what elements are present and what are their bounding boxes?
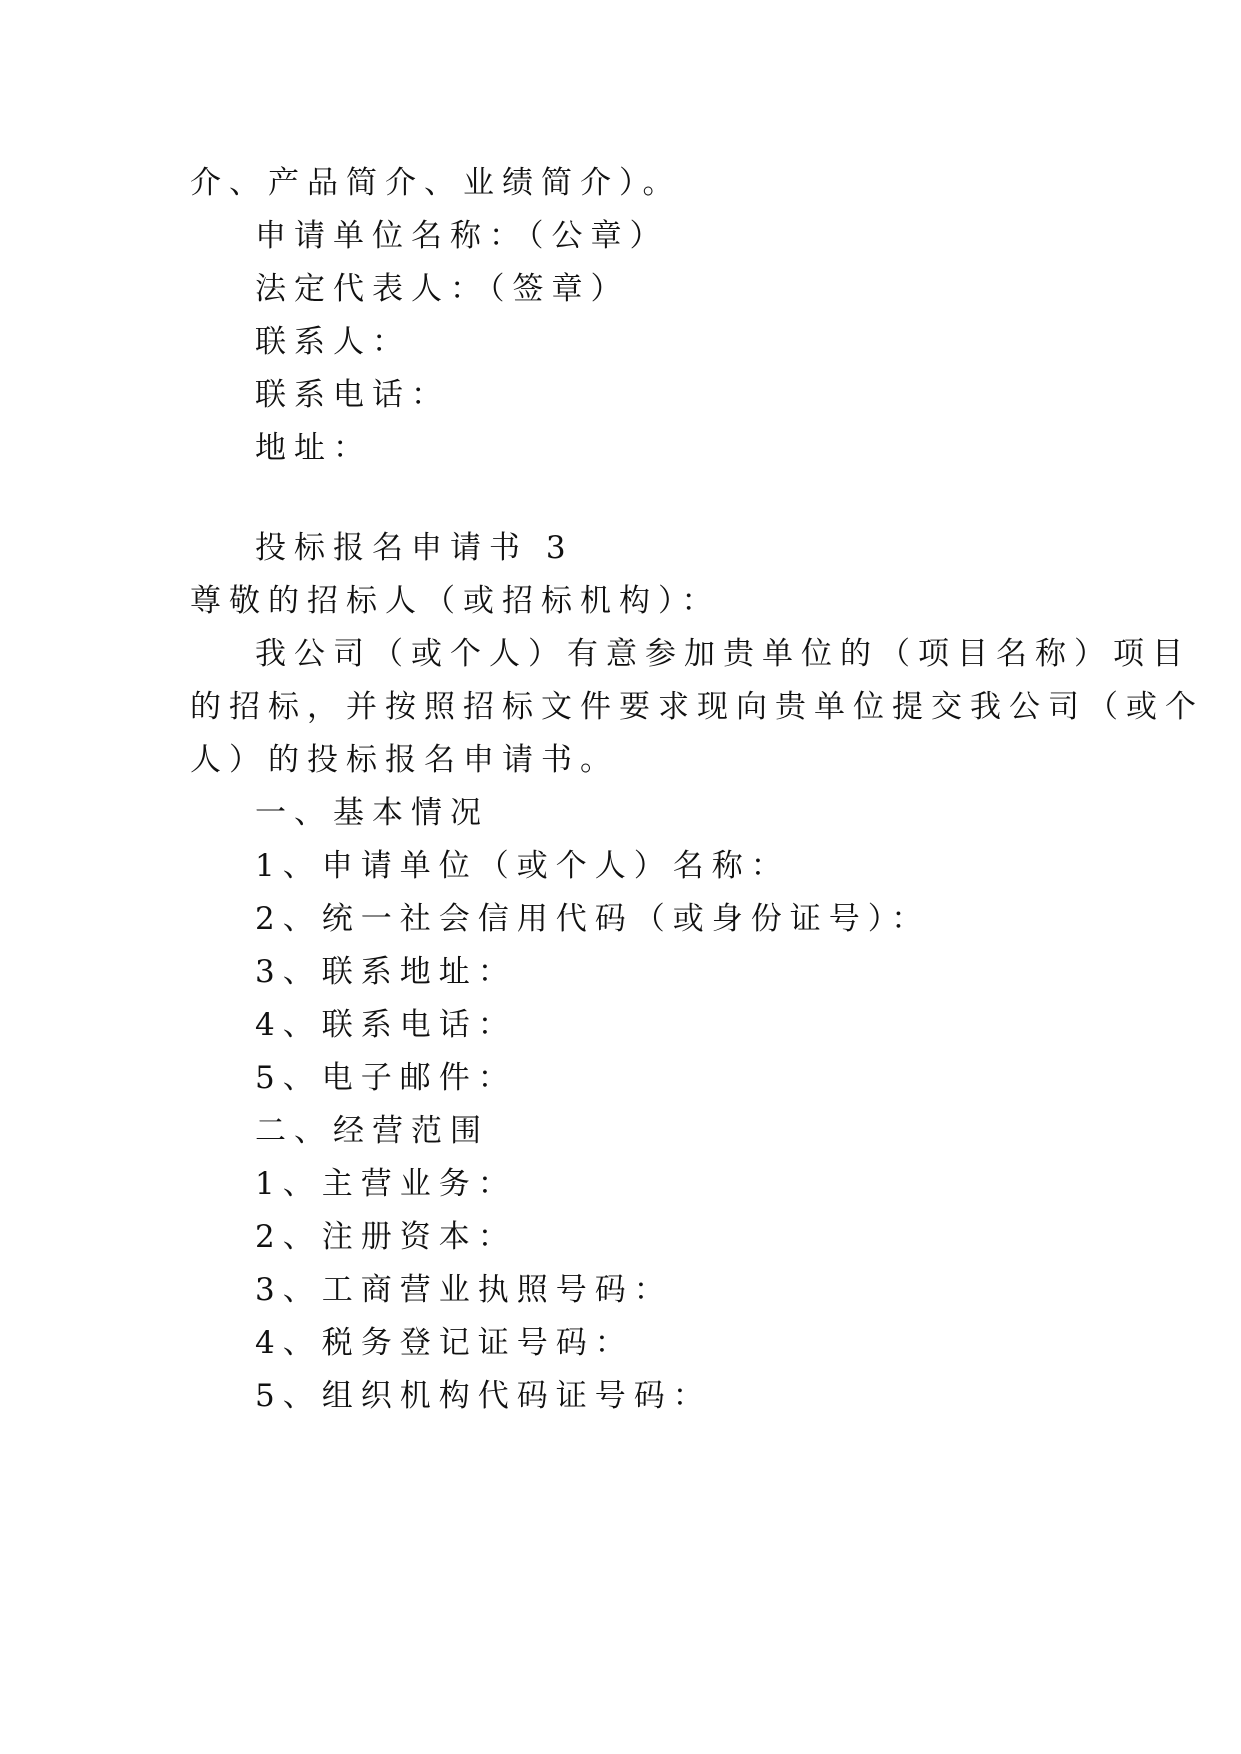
basic-info-item-1: 1、申请单位（或个人）名称： — [255, 848, 790, 884]
legal-rep-line: 法定代表人：（签章） — [255, 271, 630, 307]
basic-info-item-5: 5、电子邮件： — [255, 1060, 517, 1096]
contact-phone-line: 联系电话： — [255, 377, 450, 413]
contact-person-line: 联系人： — [255, 324, 411, 360]
applicant-name-line: 申请单位名称：（公章） — [255, 218, 669, 254]
business-scope-heading: 二、经营范围 — [255, 1113, 489, 1149]
basic-info-item-3: 3、联系地址： — [255, 954, 517, 990]
business-scope-item-4: 4、税务登记证号码： — [255, 1325, 634, 1361]
business-scope-item-5: 5、组织机构代码证号码： — [255, 1378, 712, 1414]
intro-line-2: 的招标，并按照招标文件要求现向贵单位提交我公司（或个 — [190, 689, 1204, 725]
business-scope-item-3: 3、工商营业执照号码： — [255, 1272, 673, 1308]
address-line: 地址： — [255, 430, 372, 466]
basic-info-heading: 一、基本情况 — [255, 795, 489, 831]
section-title: 投标报名申请书 3 — [255, 530, 574, 566]
intro-line-1: 我公司（或个人）有意参加贵单位的（项目名称）项目 — [255, 636, 1191, 672]
previous-section-tail: 介、产品简介、业绩简介）。 — [190, 165, 682, 201]
salutation: 尊敬的招标人（或招标机构）： — [190, 583, 721, 619]
business-scope-item-2: 2、注册资本： — [255, 1219, 517, 1255]
basic-info-item-4: 4、联系电话： — [255, 1007, 517, 1043]
basic-info-item-2: 2、统一社会信用代码（或身份证号）： — [255, 901, 931, 937]
intro-line-3: 人）的投标报名申请书。 — [190, 742, 619, 778]
business-scope-item-1: 1、主营业务： — [255, 1166, 517, 1202]
